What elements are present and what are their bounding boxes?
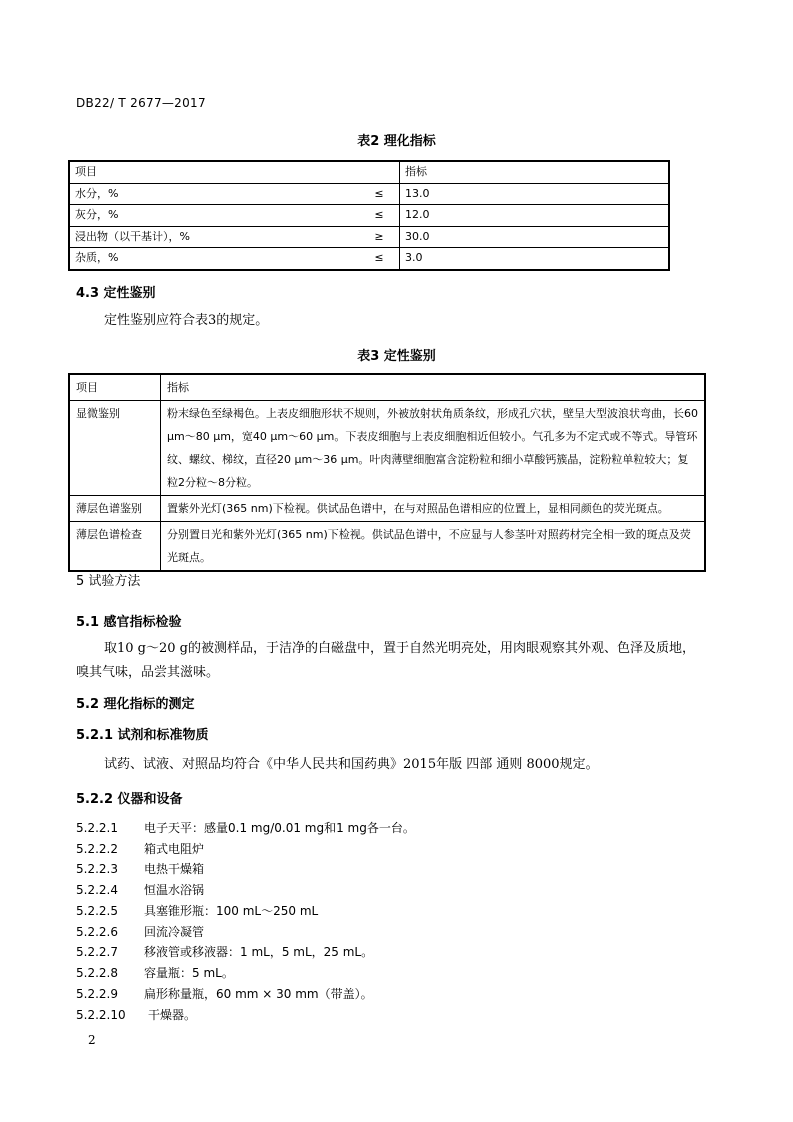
cell-value: 分别置日光和紫外光灯(365 nm)下检视。供试品色谱中，不应显与人参茎叶对照药材完全相一致的斑点及荧光斑点。 (161, 522, 706, 572)
section-5-1-title: 5.1 感官指标检验 (76, 615, 182, 630)
cell-value: 30.0 (400, 226, 670, 248)
cell-item: 水分，% (69, 183, 359, 205)
table2 (68, 160, 670, 271)
cell-item: 浸出物（以干基计），% (69, 226, 359, 248)
cell-value: 3.0 (400, 248, 670, 270)
item-number: 5.2.2.6 (76, 925, 118, 939)
table-row (69, 522, 705, 572)
table3-caption: 表3 定性鉴别 (357, 349, 436, 364)
item-text: 具塞锥形瓶：100 mL～250 mL (144, 904, 319, 918)
section-5-2-1-text: 试药、试液、对照品均符合《中华人民共和国药典》2015年版 四部 通则 8000规定。 (104, 757, 599, 772)
cell-op: ≤ (359, 248, 400, 270)
header-cell-item: 项目 (69, 374, 161, 401)
page-number: 2 (88, 1033, 96, 1047)
table-row (69, 205, 669, 227)
section-4-3-title: 4.3 定性鉴别 (76, 286, 156, 301)
list-item (76, 881, 204, 898)
cell-op: ≤ (359, 205, 400, 227)
item-text: 恒温水浴锅 (144, 883, 205, 897)
item-number: 5.2.2.9 (76, 987, 118, 1001)
table-row (69, 496, 705, 522)
section-5-2-1-title: 5.2.1 试剂和标准物质 (76, 728, 209, 743)
list-item (76, 840, 204, 857)
header-cell-value: 指标 (400, 161, 670, 183)
list-item (76, 943, 373, 960)
table-row (69, 183, 669, 205)
table-header-row (69, 161, 669, 183)
item-number: 5.2.2.10 (76, 1008, 126, 1022)
table-row (69, 401, 705, 496)
list-item (76, 819, 415, 836)
table-row (69, 226, 669, 248)
item-text: 干燥器。 (148, 1008, 197, 1022)
table3 (68, 373, 706, 572)
header-cell-value: 指标 (161, 374, 706, 401)
cell-op: ≤ (359, 183, 400, 205)
list-item (76, 1006, 196, 1023)
cell-item: 杂质，% (69, 248, 359, 270)
section-5-title: 5 试验方法 (76, 574, 141, 589)
cell-item: 薄层色谱鉴别 (69, 496, 161, 522)
item-number: 5.2.2.5 (76, 904, 118, 918)
header-cell-item: 项目 (69, 161, 359, 183)
item-text: 电子天平：感量0.1 mg/0.01 mg和1 mg各一台。 (144, 821, 415, 835)
item-text: 移液管或移液器：1 mL，5 mL，25 mL。 (144, 945, 374, 959)
cell-item: 灰分，% (69, 205, 359, 227)
document-header: DB22/ T 2677—2017 (76, 96, 206, 110)
item-text: 扁形称量瓶，60 mm × 30 mm（带盖）。 (144, 987, 373, 1001)
section-5-2-2-title: 5.2.2 仪器和设备 (76, 792, 183, 807)
item-text: 容量瓶：5 mL。 (144, 966, 234, 980)
cell-value: 13.0 (400, 183, 670, 205)
list-item (76, 860, 204, 877)
cell-value: 置紫外光灯(365 nm)下检视。供试品色谱中，在与对照品色谱相应的位置上，显相同颜色的荧光斑点。 (161, 496, 706, 522)
item-number: 5.2.2.2 (76, 842, 118, 856)
item-text: 箱式电阻炉 (144, 842, 205, 856)
cell-value: 粉末绿色至绿褐色。上表皮细胞形状不规则，外被放射状角质条纹，形成孔穴状，壁呈大型波浪状弯曲，长60 μm～80 μm，宽40 μm～60 μm。下表皮细胞与上表皮细胞相近但较小。气孔多为不定式或不等式。导管环纹、螺纹、梯纹，直径20 μm～36 μm。叶肉薄壁细胞富含淀粉粒和细小草酸钙簇晶，淀粉粒单粒较大；复粒2分粒～8分粒。 (161, 401, 706, 496)
section-4-3-text: 定性鉴别应符合表3的规定。 (104, 313, 269, 328)
item-number: 5.2.2.7 (76, 945, 118, 959)
list-item (76, 923, 204, 940)
table2-caption: 表2 理化指标 (357, 134, 436, 149)
list-item (76, 985, 373, 1002)
item-number: 5.2.2.1 (76, 821, 118, 835)
cell-item: 显微鉴别 (69, 401, 161, 496)
item-number: 5.2.2.3 (76, 862, 118, 876)
item-text: 回流冷凝管 (144, 925, 205, 939)
table-row (69, 248, 669, 270)
cell-op: ≥ (359, 226, 400, 248)
item-number: 5.2.2.8 (76, 966, 118, 980)
item-text: 电热干燥箱 (144, 862, 205, 876)
table-header-row (69, 374, 705, 401)
section-5-2-title: 5.2 理化指标的测定 (76, 697, 195, 712)
header-cell-op (359, 161, 400, 183)
list-item (76, 964, 234, 981)
cell-value: 12.0 (400, 205, 670, 227)
cell-item: 薄层色谱检查 (69, 522, 161, 572)
section-5-1-text: 取10 g～20 g的被测样品，于洁净的白磁盘中，置于自然光明亮处，用肉眼观察其外观、色泽及质地，嗅其气味，品尝其滋味。 (76, 641, 695, 680)
item-number: 5.2.2.4 (76, 883, 118, 897)
list-item (76, 902, 318, 919)
